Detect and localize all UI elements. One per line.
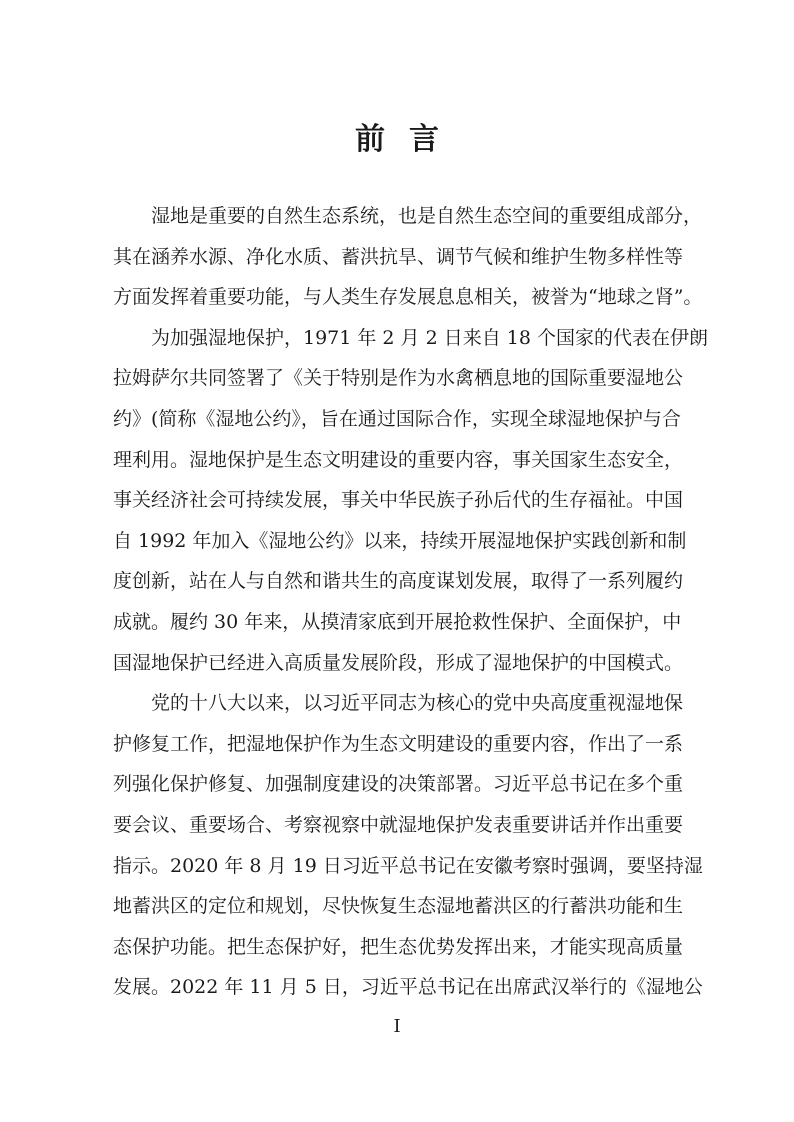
page-title: 前言 <box>355 122 463 157</box>
paragraph-line: 态保护功能。把生态保护好，把生态优势发挥出来，才能实现高质量 <box>113 935 684 958</box>
paragraph-line: 指示。2020 年 8 月 19 日习近平总书记在安徽考察时强调，要坚持湿 <box>113 854 703 877</box>
paragraph-line: 国湿地保护已经进入高质量发展阶段，形成了湿地保护的中国模式。 <box>113 651 684 674</box>
paragraph-line: 其在涵养水源、净化水质、蓄洪抗旱、调节气候和维护生物多样性等 <box>113 245 684 268</box>
paragraph-line: 发展。2022 年 11 月 5 日，习近平总书记在出席武汉举行的《湿地公 <box>113 976 703 999</box>
paragraph-2 <box>113 318 708 683</box>
paragraph-line: 事关经济社会可持续发展，事关中华民族子孙后代的生存福祉。中国 <box>113 489 684 512</box>
paragraph-line: 拉姆萨尔共同签署了《关于特别是作为水禽栖息地的国际重要湿地公 <box>113 367 684 390</box>
paragraph-line: 理利用。湿地保护是生态文明建设的重要内容，事关国家生态安全， <box>113 448 684 471</box>
paragraph-line: 要会议、重要场合、考察视察中就湿地保护发表重要讲话并作出重要 <box>113 813 684 836</box>
paragraph-line: 方面发挥着重要功能，与人类生存发展息息相关，被誉为“地球之肾”。 <box>113 286 703 309</box>
paragraph-line: 为加强湿地保护，1971 年 2 月 2 日来自 18 个国家的代表在伊朗 <box>151 326 708 349</box>
paragraph-line: 列强化保护修复、加强制度建设的决策部署。习近平总书记在多个重 <box>113 773 684 796</box>
paragraph-line: 地蓄洪区的定位和规划，尽快恢复生态湿地蓄洪区的行蓄洪功能和生 <box>113 895 684 918</box>
body-text <box>113 196 708 1008</box>
paragraph-3 <box>113 683 703 1008</box>
paragraph-line: 党的十八大以来，以习近平同志为核心的党中央高度重视湿地保 <box>151 692 684 715</box>
paragraph-line: 护修复工作，把湿地保护作为生态文明建设的重要内容，作出了一系 <box>113 732 684 755</box>
paragraph-line: 湿地是重要的自然生态系统，也是自然生态空间的重要组成部分， <box>151 205 703 227</box>
paragraph-line: 度创新，站在人与自然和谐共生的高度谋划发展，取得了一系列履约 <box>113 570 684 593</box>
paragraph-1 <box>113 196 703 318</box>
paragraph-line: 自 1992 年加入《湿地公约》以来，持续开展湿地保护实践创新和制 <box>113 529 687 552</box>
page-number: I <box>393 1016 401 1037</box>
paragraph-line: 成就。履约 30 年来，从摸清家底到开展抢救性保护、全面保护，中 <box>113 610 682 633</box>
paragraph-line: 约》(简称《湿地公约》，旨在通过国际合作，实现全球湿地保护与合 <box>113 407 681 430</box>
